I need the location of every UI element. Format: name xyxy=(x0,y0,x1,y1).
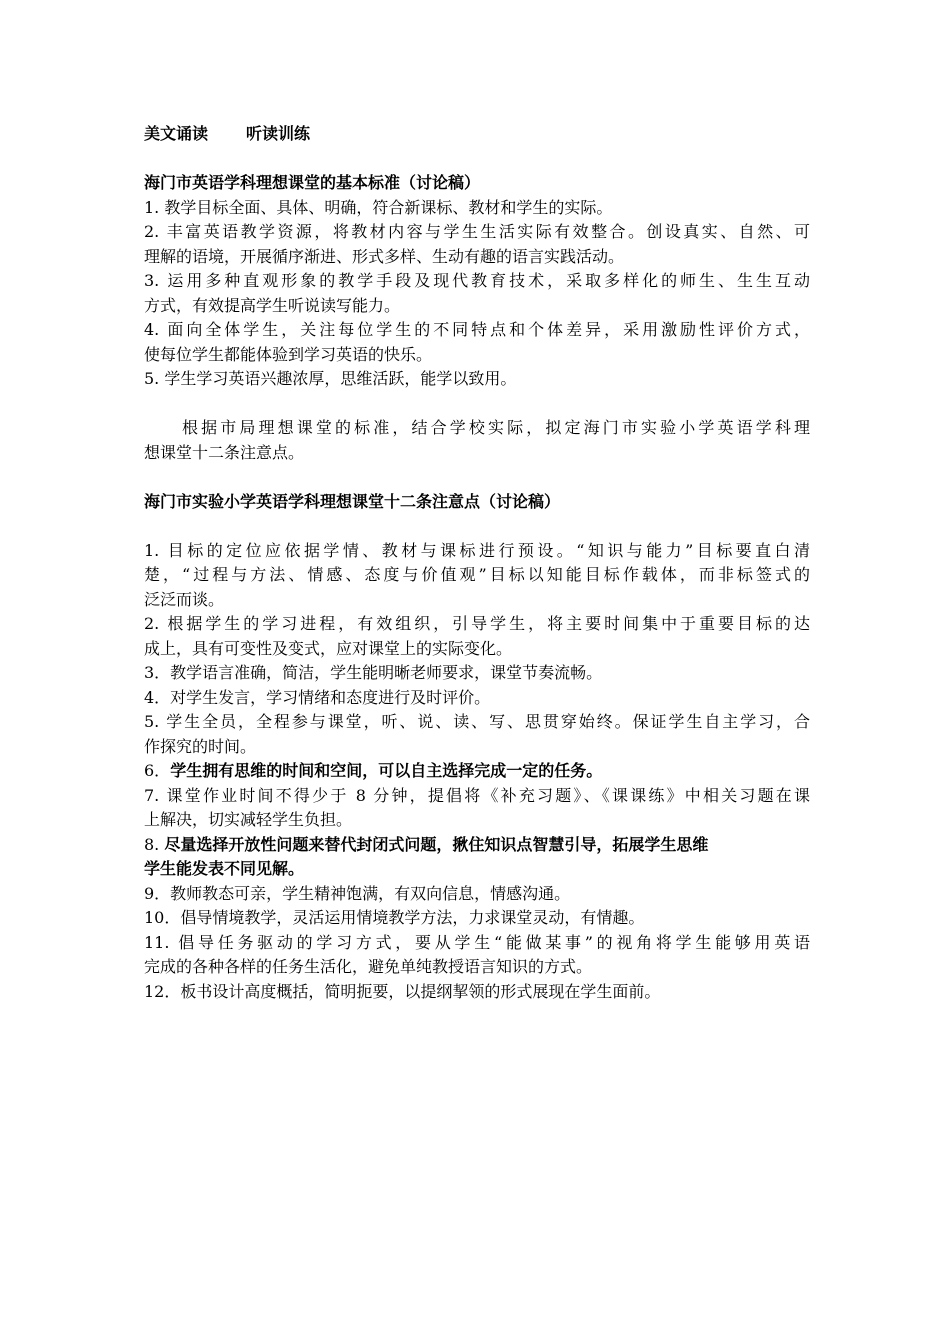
section1-item-line: 使每位学生都能体验到学习英语的快乐。 xyxy=(144,344,433,364)
section2-item-line: 11. 倡导任务驱动的学习方式，要从学生“能做某事”的视角将学生能够用英语 xyxy=(144,932,810,952)
top-heading-part1: 美文诵读 xyxy=(144,124,209,143)
section1-item-line: 1. 教学目标全面、具体、明确，符合新课标、教材和学生的实际。 xyxy=(144,197,613,217)
section2-item-line: 1. 目标的定位应依据学情、教材与课标进行预设。“知识与能力”目标要直白清 xyxy=(144,540,810,560)
section2-item-line: 2. 根据学生的学习进程，有效组织，引导学生，将主要时间集中于重要目标的达 xyxy=(144,614,810,633)
intro-paragraph xyxy=(144,416,810,465)
section2-title: 海门市实验小学英语学科理想课堂十二条注意点（讨论稿） xyxy=(144,491,561,511)
section1-item-line: 理解的语境，开展循序渐进、形式多样、生动有趣的语言实践活动。 xyxy=(144,246,625,266)
section2-item xyxy=(144,612,810,661)
section2-item xyxy=(144,661,810,686)
section2-item-line: 学生能发表不同见解。 xyxy=(144,859,305,878)
section2-item-line: 7. 课堂作业时间不得少于 8 分钟，提倡将《补充习题》、《课课练》中相关习题在课 xyxy=(144,785,810,805)
section1-title: 海门市英语学科理想课堂的基本标准（讨论稿） xyxy=(144,173,481,192)
section2-item xyxy=(144,686,810,711)
section2-item-line: 12．板书设计高度概括，简明扼要，以提纲挈领的形式展现在学生面前。 xyxy=(144,981,661,1001)
section2-item-line: 上解决，切实减轻学生负担。 xyxy=(144,810,353,829)
section2-item xyxy=(144,539,810,613)
section2-item-number: 6． xyxy=(144,761,171,780)
section2-item-line xyxy=(144,833,810,858)
section2-item xyxy=(144,980,810,1005)
section2-item xyxy=(144,710,810,759)
section2-item xyxy=(144,833,810,882)
section1-item-line: 5. 学生学习英语兴趣浓厚，思维活跃，能学以致用。 xyxy=(144,369,517,388)
section2-item-line: 作探究的时间。 xyxy=(144,736,257,756)
section1-item xyxy=(144,367,810,392)
section2-item-line: 5. 学生全员，全程参与课堂，听、说、读、写、思贯穿始终。保证学生自主学习，合 xyxy=(144,712,810,731)
intro-paragraph-line: 想课堂十二条注意点。 xyxy=(144,442,305,462)
section1-item xyxy=(144,269,810,318)
section2-item-bold-text: 尽量选择开放性问题来替代封闭式问题，揪住知识点智慧引导，拓展学生思维 xyxy=(164,834,709,854)
section1-item xyxy=(144,196,810,221)
intro-paragraph-line: 根据市局理想课堂的标准，结合学校实际，拟定海门市实验小学英语学科理 xyxy=(182,418,810,437)
section2-item-line: 楚，“过程与方法、情感、态度与价值观”目标以知能目标作载体，而非标签式的 xyxy=(144,565,810,584)
top-heading xyxy=(144,122,810,147)
section2-item xyxy=(144,931,810,980)
section2-item xyxy=(144,759,810,784)
section1-item-line: 2. 丰富英语教学资源，将教材内容与学生生活实际有效整合。创设真实、自然、可 xyxy=(144,222,810,241)
section2-item-line: 成上，具有可变性及变式，应对课堂上的实际变化。 xyxy=(144,638,513,658)
section2-item-line: 10．倡导情境教学，灵活运用情境教学方法，力求课堂灵动，有情趣。 xyxy=(144,908,645,927)
section2-item xyxy=(144,906,810,931)
section2-item xyxy=(144,784,810,833)
section1-item xyxy=(144,220,810,269)
section2-item-line: 泛泛而谈。 xyxy=(144,589,225,609)
section1-item-line: 3. 运用多种直观形象的教学手段及现代教育技术，采取多样化的师生、生生互动 xyxy=(144,271,810,290)
section2-item-line: 9．教师教态可亲，学生精神饱满，有双向信息，情感沟通。 xyxy=(144,883,571,903)
document-page xyxy=(144,122,810,1004)
top-heading-part2: 听读训练 xyxy=(246,124,311,143)
section1-item-line: 方式，有效提高学生听说读写能力。 xyxy=(144,295,401,315)
section2-item-bold-text: 学生拥有思维的时间和空间，可以自主选择完成一定的任务。 xyxy=(170,761,603,780)
section1-item-line: 4. 面向全体学生，关注每位学生的不同特点和个体差异，采用激励性评价方式， xyxy=(144,320,810,339)
section1-item xyxy=(144,318,810,367)
section2-item xyxy=(144,882,810,907)
section2-item-line: 完成的各种各样的任务生活化，避免单纯教授语言知识的方式。 xyxy=(144,957,593,976)
section2-item-line: 4．对学生发言，学习情绪和态度进行及时评价。 xyxy=(144,687,491,707)
section2-item-line xyxy=(144,759,810,784)
section2-item-number: 8. xyxy=(144,834,165,854)
section2-item-line: 3．教学语言准确，简洁，学生能明晰老师要求，课堂节奏流畅。 xyxy=(144,663,603,682)
